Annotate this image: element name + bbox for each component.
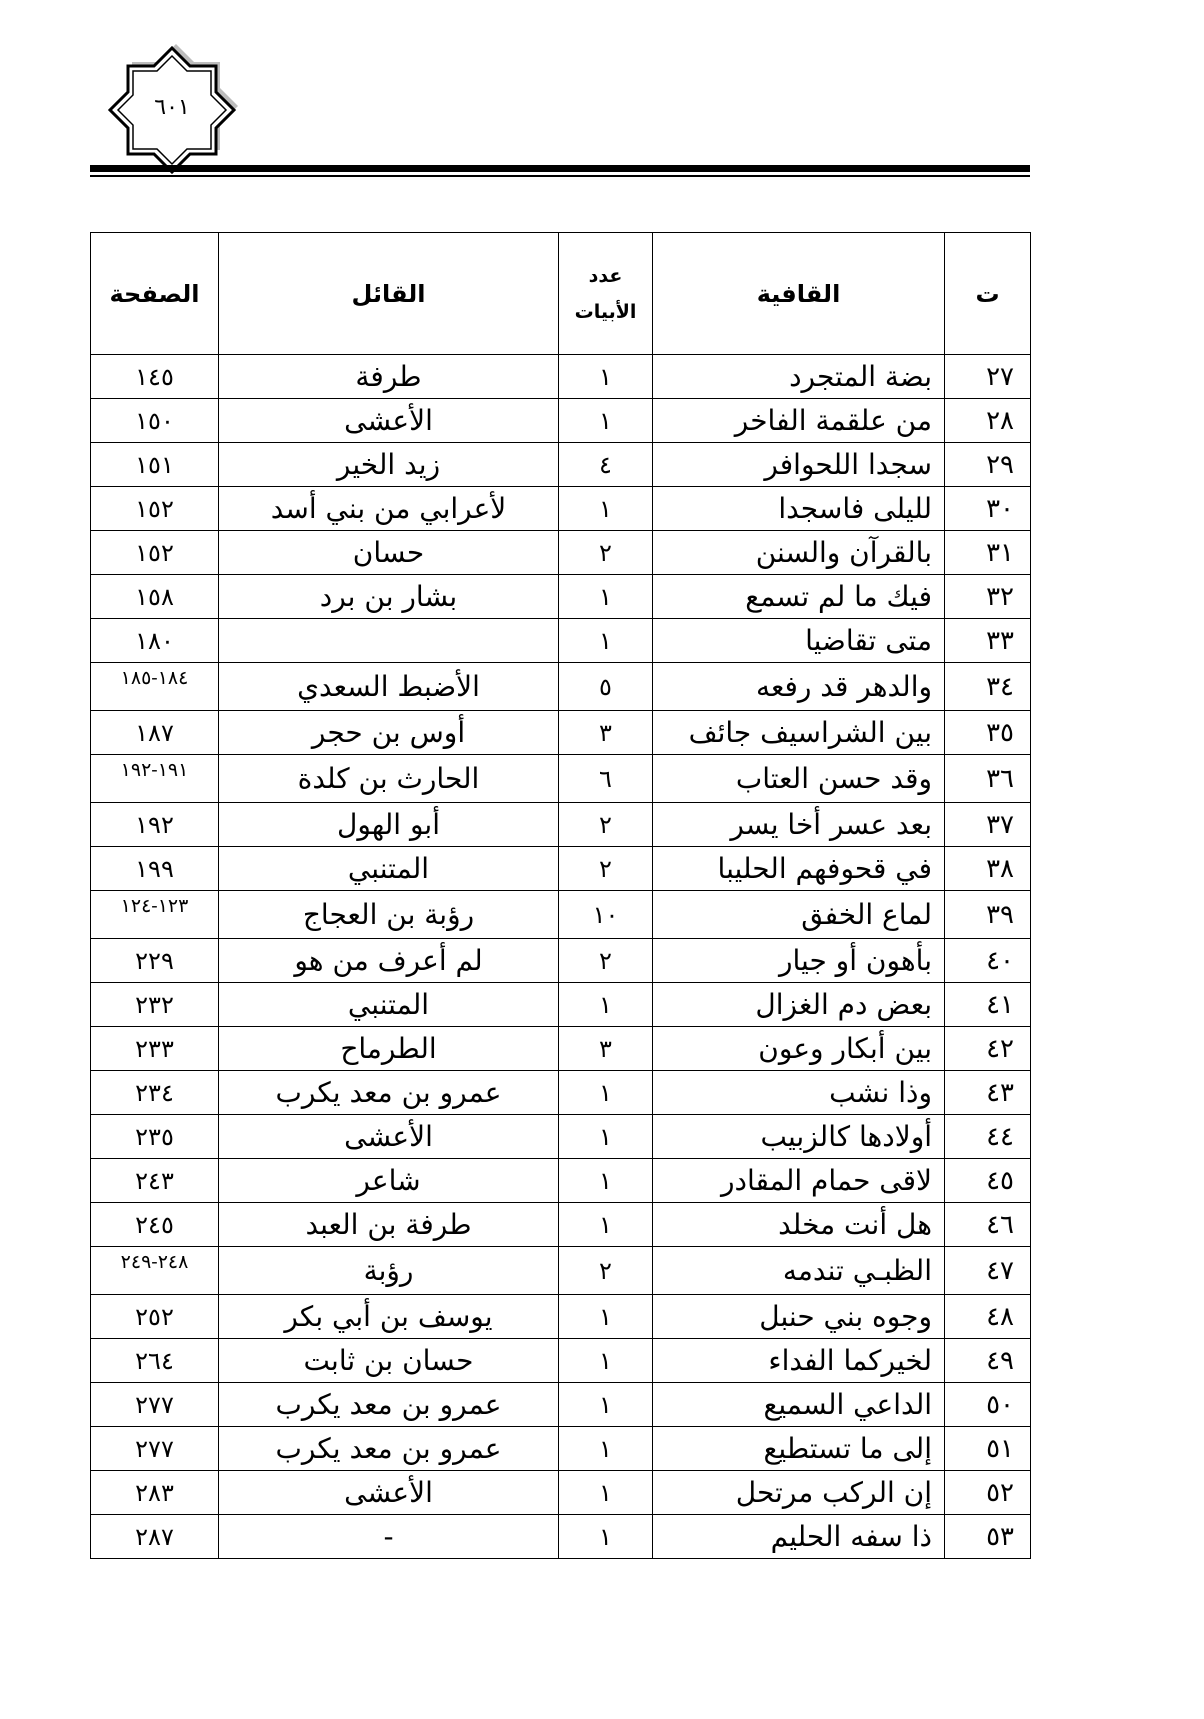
- poet-cell: طرفة بن العبد: [219, 1203, 559, 1247]
- poet-cell: زيد الخير: [219, 443, 559, 487]
- table-row: [91, 1115, 1031, 1159]
- rhyme-cell: وذا نشب: [653, 1071, 945, 1115]
- page-number-badge: [104, 42, 240, 178]
- header-rhyme: القافية: [653, 233, 945, 355]
- row-number: ٤٢: [945, 1027, 1031, 1071]
- poet-cell: [219, 619, 559, 663]
- table-row: [91, 399, 1031, 443]
- table-row: [91, 939, 1031, 983]
- rhyme-cell: في قحوفهم الحليبا: [653, 847, 945, 891]
- page-cell: ٢٦٤: [91, 1339, 219, 1383]
- page-cell: ٢٧٧: [91, 1383, 219, 1427]
- table-row: [91, 663, 1031, 711]
- verses-count-cell: ١: [559, 575, 653, 619]
- rhyme-cell: إن الركب مرتحل: [653, 1471, 945, 1515]
- row-number: ٣٤: [945, 663, 1031, 711]
- header-page: الصفحة: [91, 233, 219, 355]
- verses-count-cell: ١: [559, 1203, 653, 1247]
- poet-cell: عمرو بن معد يكرب: [219, 1071, 559, 1115]
- rhyme-cell: لاقى حمام المقادر: [653, 1159, 945, 1203]
- row-number: ٥١: [945, 1427, 1031, 1471]
- poet-cell: لأعرابي من بني أسد: [219, 487, 559, 531]
- page-cell: ١٥٢: [91, 487, 219, 531]
- row-number: ٣٠: [945, 487, 1031, 531]
- verses-count-cell: ٤: [559, 443, 653, 487]
- page-cell: ٢٥٢: [91, 1295, 219, 1339]
- page-cell: ١٩٢: [91, 803, 219, 847]
- verses-count-cell: ١: [559, 1071, 653, 1115]
- rhyme-cell: بضة المتجرد: [653, 355, 945, 399]
- row-number: ٣٨: [945, 847, 1031, 891]
- poet-cell: المتنبي: [219, 847, 559, 891]
- table-row: [91, 803, 1031, 847]
- row-number: ٤٣: [945, 1071, 1031, 1115]
- rhyme-cell: بعض دم الغزال: [653, 983, 945, 1027]
- rhyme-cell: لماع الخفق: [653, 891, 945, 939]
- rhyme-cell: بين الشراسيف جائف: [653, 711, 945, 755]
- verses-count-cell: ١: [559, 1339, 653, 1383]
- row-number: ٣٣: [945, 619, 1031, 663]
- page-cell: ٢٣٤: [91, 1071, 219, 1115]
- verses-count-cell: ١: [559, 1471, 653, 1515]
- rhyme-cell: الظبـي تندمه: [653, 1247, 945, 1295]
- verses-count-cell: ١: [559, 1159, 653, 1203]
- poet-cell: عمرو بن معد يكرب: [219, 1427, 559, 1471]
- poet-cell: أبو الهول: [219, 803, 559, 847]
- page-cell: ٢٤٥: [91, 1203, 219, 1247]
- page-cell: ١٢٣-١٢٤: [91, 891, 219, 939]
- verses-count-cell: ١: [559, 355, 653, 399]
- verses-count-cell: ٢: [559, 803, 653, 847]
- verses-count-cell: ١: [559, 1295, 653, 1339]
- page-cell: ١٥٨: [91, 575, 219, 619]
- rhyme-cell: متى تقاضيا: [653, 619, 945, 663]
- row-number: ٤٦: [945, 1203, 1031, 1247]
- verses-count-cell: ١: [559, 399, 653, 443]
- poet-cell: الحارث بن كلدة: [219, 755, 559, 803]
- table-row: [91, 891, 1031, 939]
- table-row: [91, 847, 1031, 891]
- rhyme-cell: ذا سفه الحليم: [653, 1515, 945, 1559]
- row-number: ٥٠: [945, 1383, 1031, 1427]
- table-row: [91, 1427, 1031, 1471]
- row-number: ٣١: [945, 531, 1031, 575]
- row-number: ٤١: [945, 983, 1031, 1027]
- page-cell: ٢٨٧: [91, 1515, 219, 1559]
- table-row: [91, 1339, 1031, 1383]
- poet-cell: الأعشى: [219, 399, 559, 443]
- rhyme-cell: لخيركما الفداء: [653, 1339, 945, 1383]
- poet-cell: عمرو بن معد يكرب: [219, 1383, 559, 1427]
- header-rule-thick: [90, 165, 1030, 172]
- verses-count-cell: ١: [559, 1515, 653, 1559]
- page-cell: ٢٣٥: [91, 1115, 219, 1159]
- row-number: ٢٩: [945, 443, 1031, 487]
- page-cell: ٢٣٣: [91, 1027, 219, 1071]
- verses-count-cell: ٢: [559, 939, 653, 983]
- page-cell: ١٥٠: [91, 399, 219, 443]
- header-verses-count: [559, 233, 653, 355]
- row-number: ٤٨: [945, 1295, 1031, 1339]
- verses-count-cell: ١: [559, 1115, 653, 1159]
- verses-count-cell: ٢: [559, 1247, 653, 1295]
- table-row: [91, 443, 1031, 487]
- table-row: [91, 983, 1031, 1027]
- row-number: ٢٨: [945, 399, 1031, 443]
- rhyme-cell: إلى ما تستطيع: [653, 1427, 945, 1471]
- verses-count-cell: ١: [559, 487, 653, 531]
- rhyme-cell: بعد عسر أخا يسر: [653, 803, 945, 847]
- poet-cell: يوسف بن أبي بكر: [219, 1295, 559, 1339]
- row-number: ٤٥: [945, 1159, 1031, 1203]
- verses-count-cell: ٥: [559, 663, 653, 711]
- table-row: [91, 1295, 1031, 1339]
- rhyme-cell: من علقمة الفاخر: [653, 399, 945, 443]
- poet-cell: المتنبي: [219, 983, 559, 1027]
- table-row: [91, 1471, 1031, 1515]
- row-number: ٤٧: [945, 1247, 1031, 1295]
- table-row: [91, 1247, 1031, 1295]
- verses-count-cell: ٢: [559, 847, 653, 891]
- poet-cell: رؤبة: [219, 1247, 559, 1295]
- verses-count-cell: ١: [559, 1427, 653, 1471]
- table-row: [91, 1383, 1031, 1427]
- poetry-index-table: [90, 232, 1031, 1559]
- verses-count-cell: ١٠: [559, 891, 653, 939]
- table-row: [91, 487, 1031, 531]
- poet-cell: حسان: [219, 531, 559, 575]
- verses-count-cell: ٢: [559, 531, 653, 575]
- table-row: [91, 1071, 1031, 1115]
- poet-cell: طرفة: [219, 355, 559, 399]
- row-number: ٤٤: [945, 1115, 1031, 1159]
- poet-cell: الأضبط السعدي: [219, 663, 559, 711]
- rhyme-cell: سجدا اللحوافر: [653, 443, 945, 487]
- page-cell: ٢٨٣: [91, 1471, 219, 1515]
- poet-cell: حسان بن ثابت: [219, 1339, 559, 1383]
- page-cell: ١٨٠: [91, 619, 219, 663]
- rhyme-cell: لليلى فاسجدا: [653, 487, 945, 531]
- table-header-row: [91, 233, 1031, 355]
- row-number: ٤٩: [945, 1339, 1031, 1383]
- verses-count-cell: ١: [559, 1383, 653, 1427]
- header-verses-line1: عدد: [588, 264, 623, 287]
- table-row: [91, 755, 1031, 803]
- table-row: [91, 575, 1031, 619]
- table-row: [91, 355, 1031, 399]
- poet-cell: -: [219, 1515, 559, 1559]
- page-cell: ١٨٧: [91, 711, 219, 755]
- table-row: [91, 1027, 1031, 1071]
- verses-count-cell: ٣: [559, 1027, 653, 1071]
- poet-cell: الطرماح: [219, 1027, 559, 1071]
- verses-count-cell: ٣: [559, 711, 653, 755]
- row-number: ٣٧: [945, 803, 1031, 847]
- poet-cell: لم أعرف من هو: [219, 939, 559, 983]
- table-row: [91, 1515, 1031, 1559]
- table-row: [91, 1203, 1031, 1247]
- poet-cell: رؤبة بن العجاج: [219, 891, 559, 939]
- rhyme-cell: وجوه بني حنبل: [653, 1295, 945, 1339]
- page-cell: ١٩٩: [91, 847, 219, 891]
- rhyme-cell: بين أبكار وعون: [653, 1027, 945, 1071]
- page-cell: ٢٣٢: [91, 983, 219, 1027]
- rhyme-cell: بأهون أو جيار: [653, 939, 945, 983]
- table-row: [91, 619, 1031, 663]
- page-cell: ٢٢٩: [91, 939, 219, 983]
- verses-count-cell: ٦: [559, 755, 653, 803]
- header-verses-line2: الأبيات: [574, 300, 637, 323]
- row-number: ٥٢: [945, 1471, 1031, 1515]
- rhyme-cell: والدهر قد رفعه: [653, 663, 945, 711]
- row-number: ٢٧: [945, 355, 1031, 399]
- row-number: ٣٢: [945, 575, 1031, 619]
- table-row: [91, 1159, 1031, 1203]
- page-cell: ٢٤٨-٢٤٩: [91, 1247, 219, 1295]
- header-poet: القائل: [219, 233, 559, 355]
- row-number: ٣٦: [945, 755, 1031, 803]
- table-row: [91, 531, 1031, 575]
- page-number: ٦٠١: [154, 95, 190, 120]
- rhyme-cell: بالقرآن والسنن: [653, 531, 945, 575]
- rhyme-cell: الداعي السميع: [653, 1383, 945, 1427]
- verses-count-cell: ١: [559, 983, 653, 1027]
- page-cell: ١٥٢: [91, 531, 219, 575]
- header-rule-thin: [90, 175, 1030, 177]
- page-cell: ١٥١: [91, 443, 219, 487]
- rhyme-cell: فيك ما لم تسمع: [653, 575, 945, 619]
- rhyme-cell: هل أنت مخلد: [653, 1203, 945, 1247]
- page-cell: ٢٧٧: [91, 1427, 219, 1471]
- verses-count-cell: ١: [559, 619, 653, 663]
- table-body: [91, 355, 1031, 1559]
- table-row: [91, 711, 1031, 755]
- poet-cell: شاعر: [219, 1159, 559, 1203]
- page-cell: ١٤٥: [91, 355, 219, 399]
- rhyme-cell: أولادها كالزبيب: [653, 1115, 945, 1159]
- poet-cell: أوس بن حجر: [219, 711, 559, 755]
- poet-cell: الأعشى: [219, 1471, 559, 1515]
- row-number: ٥٣: [945, 1515, 1031, 1559]
- page-cell: ٢٤٣: [91, 1159, 219, 1203]
- poet-cell: بشار بن برد: [219, 575, 559, 619]
- poet-cell: الأعشى: [219, 1115, 559, 1159]
- rhyme-cell: وقد حسن العتاب: [653, 755, 945, 803]
- page-cell: ١٩١-١٩٢: [91, 755, 219, 803]
- header-no: ت: [945, 233, 1031, 355]
- row-number: ٣٩: [945, 891, 1031, 939]
- row-number: ٣٥: [945, 711, 1031, 755]
- row-number: ٤٠: [945, 939, 1031, 983]
- page-cell: ١٨٤-١٨٥: [91, 663, 219, 711]
